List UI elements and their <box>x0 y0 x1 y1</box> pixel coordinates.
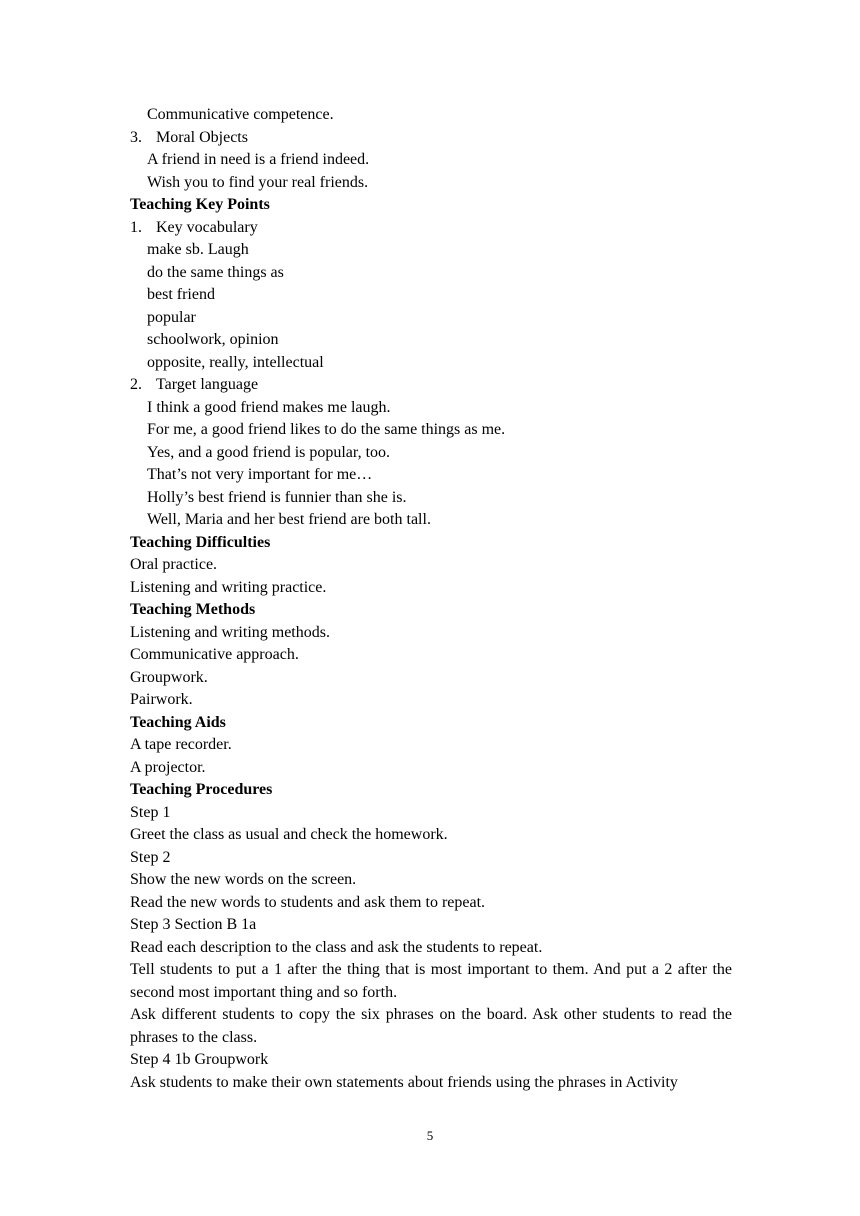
vocabulary-entry: make sb. Laugh <box>147 241 249 258</box>
procedures-heading: Teaching Procedures <box>130 781 273 798</box>
target-sentence: That’s not very important for me… <box>147 466 373 483</box>
list-number: 3. <box>130 128 142 146</box>
step-paragraph: Ask different students to copy the six phrases on the board. Ask other students to read the phrases to the class. <box>130 1006 732 1046</box>
step-line: Show the new words on the screen. <box>130 871 357 888</box>
method-item: Communicative approach. <box>130 646 299 663</box>
moral-line: A friend in need is a friend indeed. <box>147 151 370 168</box>
target-sentence: Well, Maria and her best friend are both tall. <box>147 511 431 528</box>
aids-heading: Teaching Aids <box>130 713 226 731</box>
target-sentence: Yes, and a good friend is popular, too. <box>147 443 391 461</box>
target-language-item <box>130 374 732 397</box>
difficulty-item: Listening and writing practice. <box>130 578 327 596</box>
step-line: Greet the class as usual and check the homework. <box>130 826 448 843</box>
target-sentence: I think a good friend makes me laugh. <box>147 398 391 416</box>
moral-objects-title: Moral Objects <box>156 128 248 146</box>
methods-heading: Teaching Methods <box>130 601 256 618</box>
step-paragraph: Tell students to put a 1 after the thing that is most important to them. And put a 2 after the second most important thing and so forth. <box>130 961 732 1001</box>
step-line: Ask students to make their own statements about friends using the phrases in Activity <box>130 1073 678 1091</box>
difficulties-heading: Teaching Difficulties <box>130 533 271 551</box>
step-title: Step 1 <box>130 803 171 821</box>
step-line: Read the new words to students and ask them to repeat. <box>130 893 486 911</box>
target-language-title: Target language <box>156 376 259 393</box>
vocabulary-entry: best friend <box>147 286 215 303</box>
method-item: Pairwork. <box>130 691 193 708</box>
page-number: 5 <box>426 1128 434 1143</box>
key-points-heading: Teaching Key Points <box>130 196 270 213</box>
target-sentence: For me, a good friend likes to do the same things as me. <box>147 421 506 438</box>
aid-item: A projector. <box>130 758 206 776</box>
difficulty-item: Oral practice. <box>130 556 218 573</box>
method-item: Listening and writing methods. <box>130 623 330 641</box>
vocabulary-entry: opposite, really, intellectual <box>147 353 324 371</box>
target-sentence: Holly’s best friend is funnier than she is. <box>147 488 407 506</box>
step-line: Read each description to the class and ask the students to repeat. <box>130 938 543 956</box>
moral-line: Wish you to find your real friends. <box>147 173 369 191</box>
key-vocabulary-item <box>130 217 732 240</box>
step-title: Step 3 Section B 1a <box>130 916 257 933</box>
vocabulary-entry: schoolwork, opinion <box>147 331 279 348</box>
aid-item: A tape recorder. <box>130 736 232 753</box>
step-title: Step 4 1b Groupwork <box>130 1051 269 1068</box>
moral-objects-item <box>130 127 732 150</box>
list-number: 1. <box>130 218 142 236</box>
key-vocabulary-title: Key vocabulary <box>156 218 258 236</box>
step-title: Step 2 <box>130 848 171 866</box>
list-number: 2. <box>130 376 142 393</box>
vocabulary-entry: do the same things as <box>147 263 284 281</box>
vocabulary-entry: popular <box>147 308 196 326</box>
page-content <box>130 104 732 1094</box>
objective-continued-line: Communicative competence. <box>147 106 334 123</box>
method-item: Groupwork. <box>130 668 208 686</box>
